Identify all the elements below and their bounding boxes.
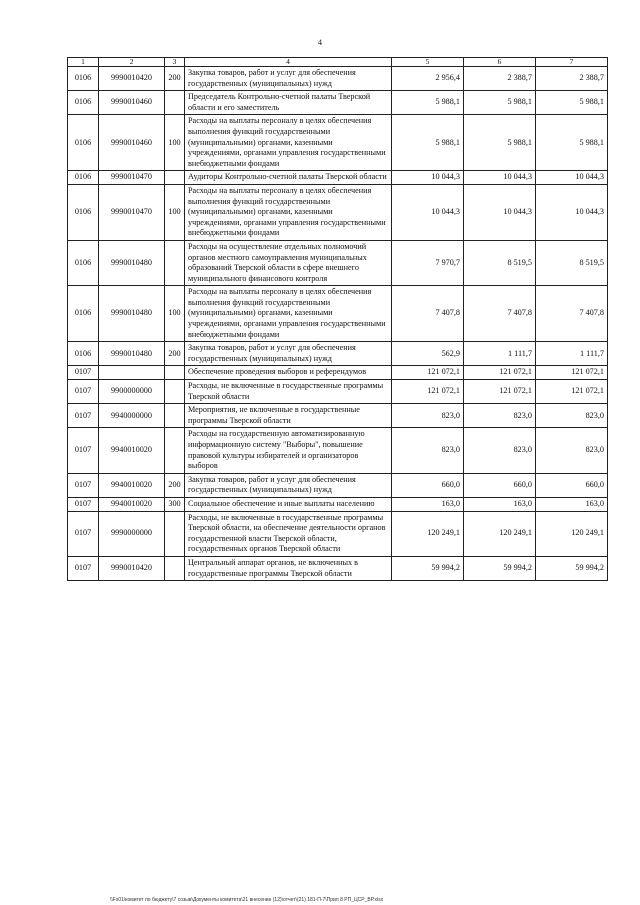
amount-year2-cell: 660,0 [464, 473, 536, 497]
amount-year1-cell: 823,0 [392, 404, 464, 428]
target-article-cell: 9990010420 [99, 67, 165, 91]
amount-year3-cell: 5 988,1 [536, 91, 608, 115]
table-row [68, 556, 608, 580]
table-row [68, 184, 608, 240]
amount-year3-cell: 10 044,3 [536, 184, 608, 240]
amount-year3-cell: 660,0 [536, 473, 608, 497]
table-row [68, 67, 608, 91]
amount-year3-cell: 121 072,1 [536, 380, 608, 404]
table-row [68, 404, 608, 428]
section-code-cell: 0107 [68, 366, 99, 380]
target-article-cell: 9900000000 [99, 380, 165, 404]
table-row [68, 91, 608, 115]
amount-year2-cell: 121 072,1 [464, 366, 536, 380]
amount-year3-cell: 163,0 [536, 497, 608, 511]
table-row [68, 428, 608, 473]
amount-year3-cell: 59 994,2 [536, 556, 608, 580]
amount-year1-cell: 121 072,1 [392, 366, 464, 380]
target-article-cell: 9990010480 [99, 286, 165, 342]
amount-year1-cell: 2 956,4 [392, 67, 464, 91]
section-code-cell: 0107 [68, 380, 99, 404]
item-name-cell: Закупка товаров, работ и услуг для обеспечения государственных (муниципальных) нужд [185, 473, 392, 497]
target-article-cell: 9940010020 [99, 497, 165, 511]
amount-year1-cell: 10 044,3 [392, 171, 464, 185]
section-code-cell: 0107 [68, 428, 99, 473]
amount-year2-cell: 5 988,1 [464, 115, 536, 171]
table-row [68, 366, 608, 380]
amount-year2-cell: 10 044,3 [464, 184, 536, 240]
amount-year3-cell: 2 388,7 [536, 67, 608, 91]
expense-type-cell [165, 511, 185, 556]
item-name-cell: Социальное обеспечение и иные выплаты населению [185, 497, 392, 511]
section-code-cell: 0106 [68, 342, 99, 366]
column-number: 2 [99, 58, 165, 67]
item-name-cell: Обеспечение проведения выборов и референдумов [185, 366, 392, 380]
amount-year2-cell: 1 111,7 [464, 342, 536, 366]
section-code-cell: 0107 [68, 473, 99, 497]
page-number: 4 [318, 38, 322, 47]
section-code-cell: 0106 [68, 240, 99, 285]
amount-year3-cell: 120 249,1 [536, 511, 608, 556]
column-number: 6 [464, 58, 536, 67]
expense-type-cell: 200 [165, 473, 185, 497]
budget-table [67, 57, 608, 581]
item-name-cell: Председатель Контрольно-счетной палаты Тверской области и его заместитель [185, 91, 392, 115]
item-name-cell: Закупка товаров, работ и услуг для обеспечения государственных (муниципальных) нужд [185, 342, 392, 366]
target-article-cell: 9990010470 [99, 184, 165, 240]
table-row [68, 380, 608, 404]
target-article-cell: 9990010460 [99, 115, 165, 171]
column-number: 5 [392, 58, 464, 67]
expense-type-cell [165, 380, 185, 404]
amount-year1-cell: 823,0 [392, 428, 464, 473]
amount-year1-cell: 10 044,3 [392, 184, 464, 240]
expense-type-cell [165, 366, 185, 380]
amount-year2-cell: 163,0 [464, 497, 536, 511]
section-code-cell: 0106 [68, 91, 99, 115]
item-name-cell: Расходы на государственную автоматизированную информационную систему "Выборы", повышение правовой культуры избирателей и организаторов выборов [185, 428, 392, 473]
table-row [68, 286, 608, 342]
amount-year1-cell: 59 994,2 [392, 556, 464, 580]
amount-year1-cell: 7 970,7 [392, 240, 464, 285]
column-number: 3 [165, 58, 185, 67]
amount-year1-cell: 562,9 [392, 342, 464, 366]
section-code-cell: 0106 [68, 286, 99, 342]
amount-year2-cell: 2 388,7 [464, 67, 536, 91]
amount-year1-cell: 121 072,1 [392, 380, 464, 404]
expense-type-cell: 100 [165, 286, 185, 342]
amount-year1-cell: 660,0 [392, 473, 464, 497]
item-name-cell: Закупка товаров, работ и услуг для обеспечения государственных (муниципальных) нужд [185, 67, 392, 91]
amount-year2-cell: 120 249,1 [464, 511, 536, 556]
target-article-cell: 9940000000 [99, 404, 165, 428]
target-article-cell: 9990010460 [99, 91, 165, 115]
section-code-cell: 0106 [68, 115, 99, 171]
amount-year1-cell: 5 988,1 [392, 91, 464, 115]
column-number: 7 [536, 58, 608, 67]
amount-year1-cell: 5 988,1 [392, 115, 464, 171]
section-code-cell: 0107 [68, 511, 99, 556]
amount-year1-cell: 120 249,1 [392, 511, 464, 556]
column-number: 1 [68, 58, 99, 67]
amount-year3-cell: 10 044,3 [536, 171, 608, 185]
target-article-cell: 9940010020 [99, 473, 165, 497]
item-name-cell: Расходы на выплаты персоналу в целях обеспечения выполнения функций государственными (муниципальными) органами, казенными учреждениями, органами управления государственными внебюджетными фондами [185, 115, 392, 171]
expense-type-cell [165, 556, 185, 580]
table-row [68, 171, 608, 185]
item-name-cell: Аудиторы Контрольно-счетной палаты Тверской области [185, 171, 392, 185]
target-article-cell: 9990010470 [99, 171, 165, 185]
amount-year2-cell: 59 994,2 [464, 556, 536, 580]
item-name-cell: Расходы на осуществление отдельных полномочий органов местного самоуправления муниципальных образований Тверской области в сфере внешнего муниципального финансового контроля [185, 240, 392, 285]
item-name-cell: Расходы на выплаты персоналу в целях обеспечения выполнения функций государственными (муниципальными) органами, казенными учреждениями, органами управления государственными внебюджетными фондами [185, 184, 392, 240]
amount-year2-cell: 823,0 [464, 404, 536, 428]
amount-year1-cell: 163,0 [392, 497, 464, 511]
table-row [68, 342, 608, 366]
amount-year2-cell: 823,0 [464, 428, 536, 473]
item-name-cell: Расходы, не включенные в государственные программы Тверской области, на обеспечение деятельности органов государственной власти Тверской области, государственных органов Тверской области [185, 511, 392, 556]
section-code-cell: 0107 [68, 404, 99, 428]
table-row [68, 240, 608, 285]
item-name-cell: Расходы на выплаты персоналу в целях обеспечения выполнения функций государственными (муниципальными) органами, казенными учреждениями, органами управления государственными внебюджетными фондами [185, 286, 392, 342]
amount-year3-cell: 1 111,7 [536, 342, 608, 366]
amount-year3-cell: 7 407,8 [536, 286, 608, 342]
item-name-cell: Мероприятия, не включенные в государственные программы Тверской области [185, 404, 392, 428]
amount-year2-cell: 121 072,1 [464, 380, 536, 404]
target-article-cell: 9990000000 [99, 511, 165, 556]
column-number-row [68, 58, 608, 67]
item-name-cell: Центральный аппарат органов, не включенных в государственные программы Тверской области [185, 556, 392, 580]
amount-year3-cell: 8 519,5 [536, 240, 608, 285]
section-code-cell: 0106 [68, 184, 99, 240]
amount-year2-cell: 10 044,3 [464, 171, 536, 185]
expense-type-cell [165, 404, 185, 428]
amount-year3-cell: 823,0 [536, 404, 608, 428]
expense-type-cell: 200 [165, 342, 185, 366]
section-code-cell: 0106 [68, 171, 99, 185]
expense-type-cell [165, 91, 185, 115]
amount-year1-cell: 7 407,8 [392, 286, 464, 342]
amount-year3-cell: 121 072,1 [536, 366, 608, 380]
section-code-cell: 0107 [68, 497, 99, 511]
section-code-cell: 0107 [68, 556, 99, 580]
table-row [68, 511, 608, 556]
target-article-cell: 9940010020 [99, 428, 165, 473]
section-code-cell: 0106 [68, 67, 99, 91]
target-article-cell: 9990010420 [99, 556, 165, 580]
expense-type-cell: 300 [165, 497, 185, 511]
amount-year2-cell: 8 519,5 [464, 240, 536, 285]
expense-type-cell: 100 [165, 115, 185, 171]
target-article-cell: 9990010480 [99, 342, 165, 366]
expense-type-cell: 200 [165, 67, 185, 91]
target-article-cell [99, 366, 165, 380]
table-row [68, 497, 608, 511]
amount-year3-cell: 823,0 [536, 428, 608, 473]
file-path-footer: \\Fs01\комитет по бюджету\7 созыв\Документы комитета\21 внесение (12)\отчет\(21) 181-П-7\Прил 8 РП_ЦСР_ВР.xlsx [110, 897, 384, 903]
column-number: 4 [185, 58, 392, 67]
expense-type-cell [165, 428, 185, 473]
target-article-cell: 9990010480 [99, 240, 165, 285]
table-row [68, 115, 608, 171]
table-row [68, 473, 608, 497]
expense-type-cell: 100 [165, 184, 185, 240]
item-name-cell: Расходы, не включенные в государственные программы Тверской области [185, 380, 392, 404]
expense-type-cell [165, 171, 185, 185]
amount-year2-cell: 7 407,8 [464, 286, 536, 342]
expense-type-cell [165, 240, 185, 285]
amount-year2-cell: 5 988,1 [464, 91, 536, 115]
amount-year3-cell: 5 988,1 [536, 115, 608, 171]
